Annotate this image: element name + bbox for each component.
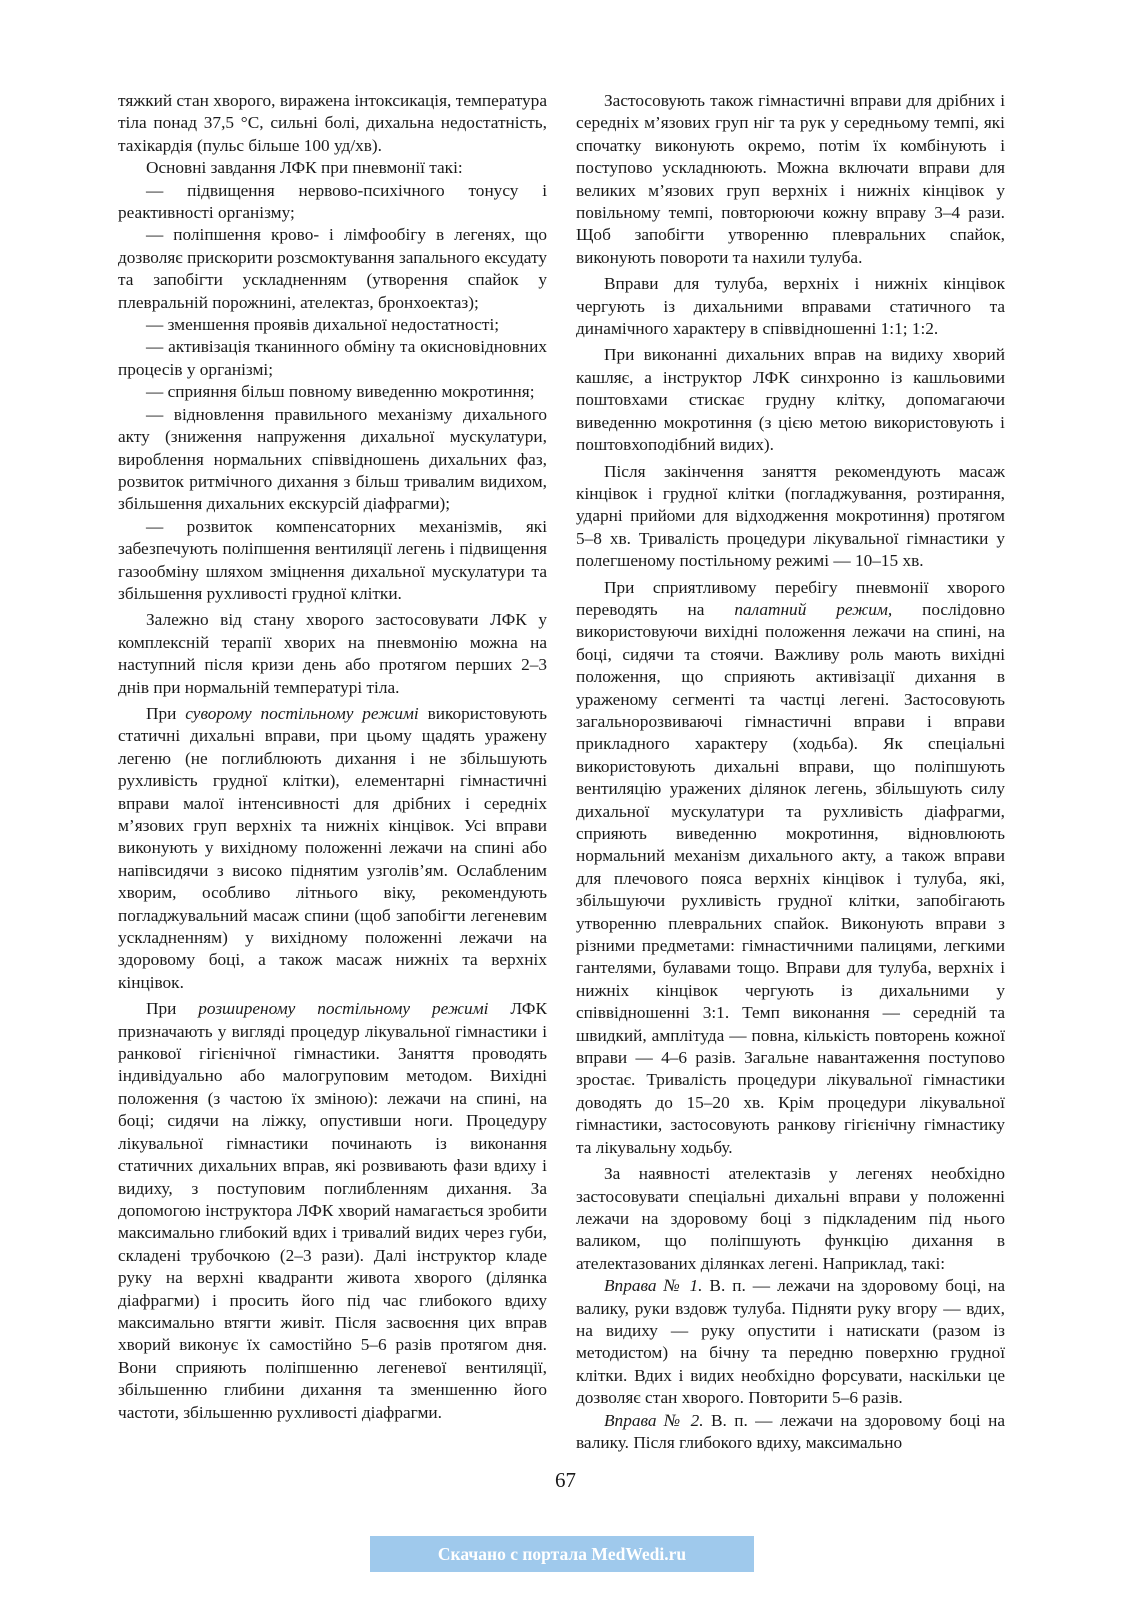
paragraph: Основні завдання ЛФК при пневмонії такі: (146, 158, 463, 178)
paragraph: Залежно від стану хворого застосовувати ЛФК у комплексній терапії хворих на пневмонію можна на наступний після кризи день або протягом перших 2–3 днів при нормальній температурі тіла. (118, 610, 547, 697)
paragraph: При виконанні дихальних вправ на видиху хворий кашляє, а інструктор ЛФК синхронно із кашльовими поштовхами стискає грудну клітку, допомагаючи виведенню мокротиння (з цією метою використовують і поштовхоподібний видих). (576, 345, 1005, 455)
page-number: 67 (555, 1468, 576, 1492)
paragraph-text: При (146, 703, 186, 723)
list-item: — поліпшення крово- і лімфообігу в легенях, що дозволяє прискорити розсмоктування запального ексудату та запобігти ускладненням (утворення спайок у плевральній порожнині, ателектаз, бронхоектаз); (118, 225, 547, 312)
paragraph-text: При сприятливому перебігу пневмонії хворого переводять на (576, 577, 1005, 619)
emphasis-text: розширеному постільному режимі (198, 999, 489, 1019)
list-item: — підвищення нервово-психічного тонусу і реактивності організму; (118, 180, 547, 223)
paragraph (118, 703, 547, 994)
paragraph: Вправи для тулуба, верхніх і нижніх кінцівок чергують із дихальними вправами статичного та динамічного характеру в співвідношенні 1:1; 1:2. (576, 274, 1005, 339)
paragraph-text: В. п. — лежачи на здоровому боці на валику. Після глибокого вдиху, максимально (576, 1410, 1005, 1452)
list-item: — зменшення проявів дихальної недостатності; (146, 315, 500, 335)
emphasis-text: суворому постільному режимі (185, 703, 419, 723)
list-item: — відновлення правильного механізму дихального акту (зниження напруження дихальної мускулатури, вироблення нормальних співвідношень дихальних фаз, розвиток ритмічного дихання з більш тривалим видихом, збільшення дихальних екскурсій діафрагми); (118, 404, 547, 514)
paragraph (576, 1275, 1005, 1409)
paragraph (576, 1410, 1005, 1455)
paragraph-text: В. п. — лежачи на здоровому боці, на валику, руки вздовж тулуба. Підняти руку вгору — вдих, на видиху — руку опустити і натискати (разом із методистом) на бічну та передню поверхню грудної клітки. Вдих і видих необхідно форсувати, наскільки це дозволяє стан хворого. Повторити 5–6 разів. (576, 1276, 1005, 1408)
paragraph: Після закінчення заняття рекомендують масаж кінцівок і грудної клітки (погладжування, розтирання, ударні прийоми для відходження мокротиння) протягом 5–8 хв. Тривалість процедури лікувальної гімнастики у полегшеному постільному режимі — 10–15 хв. (576, 461, 1005, 571)
emphasis-text: Вправа № 2. (604, 1410, 704, 1430)
paragraph: тяжкий стан хворого, виражена інтоксикація, температура тіла понад 37,5 °С, сильні болі, дихальна недостатність, тахікардія (пульс більше 100 уд/хв). (118, 91, 547, 155)
paragraph-text: послідовно використовуючи вихідні положення лежачи на спині, на боці, сидячи та стоячи. Важливу роль мають вихідні положення, що сприяють активізації дихання в ураженому сегменті та частці легені. Застосовують загальнорозвиваючі гімнастичні вправи і вправи прикладного характеру (ходьба). Як спеціальні використовують дихальні вправи, що поліпшують вентиляцію уражених ділянок легень, збільшують силу дихальної мускулатури та рухливість діафрагми, сприяють виведенню мокротиння, відновлюють нормальний механізм дихального акту, а також вправи для плечового пояса верхніх кінцівок і тулуба, які, збільшуючи рухливість грудної клітки, запобігають утворенню плевральних спайок. Виконують вправи з різними предметами: гімнастичними палицями, легкими гантелями, булавами тощо. Вправи для тулуба, верхніх і нижніх кінцівок чергують із дихальними у співвідношенні 3:1. Темп виконання — середній та швидкий, амплітуда — повна, кількість повторень кожної вправи — 4–6 разів. Загальне навантаження поступово зростає. Тривалість процедури лікувальної гімнастики доводять до 15–20 хв. Крім процедури лікувальної гімнастики, застосовують ранкову гігієнічну гімнастику та лікувальну ходьбу. (576, 599, 1005, 1157)
paragraph-text: використовують статичні дихальні вправи, при цьому щадять уражену легеню (не поглиблюють дихання і не збільшують рухливість грудної клітки), елементарні гімнастичні вправи малої інтенсивності для дрібних і середніх м’язових груп верхніх та нижніх кінцівок. Усі вправи виконують у вихідному положенні лежачи на спині або напівсидячи з високо піднятим узголів’ям. Ослабленим хворим, особливо літнього віку, рекомендують погладжувальний масаж спини (щоб запобігти легеневим ускладненням) у вихідному положенні лежачи на здоровому боці, а також масаж нижніх та верхніх кінцівок. (118, 703, 547, 992)
paragraph-text: ЛФК призначають у вигляді процедур лікувальної гімнастики і ранкової гігієнічної гімнастики. Заняття проводять індивідуально або малогруповим методом. Вихідні положення (з частою їх зміною): лежачи на спині, на боці; сидячи на ліжку, опустивши ноги. Процедуру лікувальної гімнастики починають із виконання статичних дихальних вправ, які розвивають фази вдиху і видиху, з поступовим поглибленням дихання. За допомогою інструктора ЛФК хворий намагається зробити максимально глибокий вдих і тривалий видих через губи, складені трубочкою (2–3 рази). Далі інструктор кладе руку на верхні квадранти живота хворого (ділянка діафрагми) і просить його під час глибокого вдиху максимально втягти живіт. Після засвоєння цих вправ хворий виконує їх самостійно 5–6 разів протягом дня. Вони сприяють поліпшенню легеневої вентиляції, збільшенню глибини дихання та зменшенню його частоти, збільшенню рухливості діафрагми. (118, 999, 547, 1422)
download-source-banner[interactable]: Скачано с портала MedWedi.ru (370, 1536, 754, 1572)
paragraph (576, 577, 1005, 1160)
emphasis-text: Вправа № 1. (604, 1276, 703, 1296)
paragraph: За наявності ателектазів у легенях необхідно застосовувати спеціальні дихальні вправи у положенні лежачи на здоровому боці з підкладеним під нього валиком, що поліпшують функцію дихання в ателектазованих ділянках легені. Наприклад, такі: (576, 1164, 1005, 1273)
paragraph-text: При (146, 999, 199, 1019)
list-item: — активізація тканинного обміну та окисновідновних процесів у організмі; (118, 337, 547, 379)
list-item: — розвиток компенсаторних механізмів, які забезпечують поліпшення вентиляції легень і підвищення газообміну шляхом зміцнення дихальної мускулатури та збільшення рухливості грудної клітки. (118, 516, 547, 603)
right-column (576, 90, 1005, 1454)
paragraph: Застосовують також гімнастичні вправи для дрібних і середніх м’язових груп ніг та рук у середньому темпі, які спочатку виконують окремо, потім їх комбінують і поступово ускладнюють. Можна включати вправи для великих м’язових груп верхніх і нижніх кінцівок у повільному темпі, повторюючи кожну вправу 3–4 рази. Щоб запобігти утворенню плевральних спайок, виконують повороти та нахили тулуба. (576, 91, 1005, 267)
emphasis-text: палатний режим, (734, 599, 893, 619)
list-item: — сприяння більш повному виведенню мокротиння; (146, 382, 535, 402)
left-column (118, 90, 547, 1424)
paragraph (118, 998, 547, 1424)
